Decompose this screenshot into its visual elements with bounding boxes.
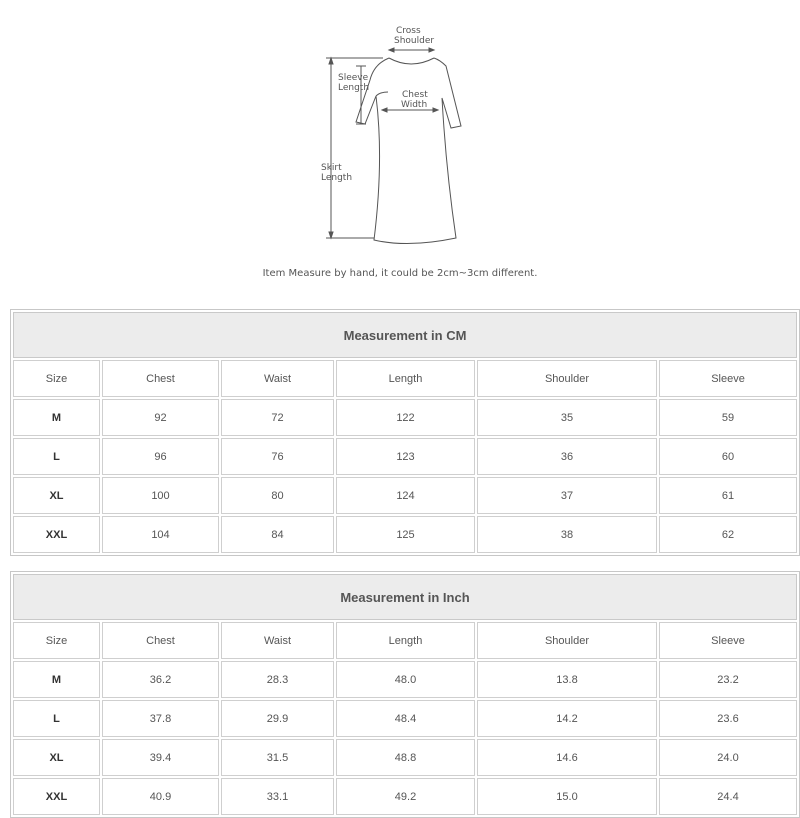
table-cell: 59 <box>659 399 797 436</box>
table-cell: 61 <box>659 477 797 514</box>
table-cell: 48.0 <box>336 661 475 698</box>
skirt-length-label-1: Skirt <box>321 163 342 173</box>
table-cell: 123 <box>336 438 475 475</box>
sleeve-length-label-1: Sleeve <box>338 73 369 83</box>
table-cell: 40.9 <box>102 778 219 815</box>
table-cell: 124 <box>336 477 475 514</box>
table-cell: 23.6 <box>659 700 797 737</box>
skirt-length-label-2: Length <box>321 173 353 183</box>
column-header: Length <box>336 360 475 397</box>
table-cell: 14.6 <box>477 739 657 776</box>
table-header-row <box>13 360 797 397</box>
table-cell: 125 <box>336 516 475 553</box>
table-cell: 37.8 <box>102 700 219 737</box>
table-cell: 13.8 <box>477 661 657 698</box>
size-cell: L <box>13 700 100 737</box>
table-row <box>13 399 797 436</box>
column-header: Shoulder <box>477 360 657 397</box>
measurement-table-inch <box>10 571 800 818</box>
table-row <box>13 661 797 698</box>
table-cell: 48.4 <box>336 700 475 737</box>
table-row <box>13 438 797 475</box>
measurement-table-cm <box>10 309 800 556</box>
size-cell: XL <box>13 477 100 514</box>
table-cell: 24.0 <box>659 739 797 776</box>
table-cell: 37 <box>477 477 657 514</box>
table-cell: 14.2 <box>477 700 657 737</box>
table-cell: 60 <box>659 438 797 475</box>
size-cell: M <box>13 661 100 698</box>
size-cell: XL <box>13 739 100 776</box>
table-cell: 23.2 <box>659 661 797 698</box>
table-cell: 28.3 <box>221 661 334 698</box>
column-header: Size <box>13 622 100 659</box>
table-cell: 84 <box>221 516 334 553</box>
table-cell: 62 <box>659 516 797 553</box>
dress-outline <box>356 58 461 244</box>
column-header: Waist <box>221 360 334 397</box>
table-cell: 122 <box>336 399 475 436</box>
size-cell: XXL <box>13 778 100 815</box>
table-row <box>13 739 797 776</box>
column-header: Sleeve <box>659 622 797 659</box>
table-cell: 96 <box>102 438 219 475</box>
table-cell: 76 <box>221 438 334 475</box>
table-cell: 72 <box>221 399 334 436</box>
table-cell: 29.9 <box>221 700 334 737</box>
table-cell: 36.2 <box>102 661 219 698</box>
size-cell: XXL <box>13 516 100 553</box>
column-header: Waist <box>221 622 334 659</box>
chest-width-label-2: Width <box>401 100 428 110</box>
table-cell: 38 <box>477 516 657 553</box>
table-cell: 80 <box>221 477 334 514</box>
table-cell: 39.4 <box>102 739 219 776</box>
cross-shoulder-label-1: Cross <box>396 26 421 36</box>
dress-measurement-diagram <box>0 0 800 300</box>
table-cell: 24.4 <box>659 778 797 815</box>
table-cell: 92 <box>102 399 219 436</box>
table-cell: 33.1 <box>221 778 334 815</box>
table-row <box>13 477 797 514</box>
table-row <box>13 516 797 553</box>
table-cell: 49.2 <box>336 778 475 815</box>
cross-shoulder-label-2: Shoulder <box>394 36 435 46</box>
table-cell: 48.8 <box>336 739 475 776</box>
cross-shoulder-arrow <box>389 48 434 52</box>
table-cell: 31.5 <box>221 739 334 776</box>
chest-width-label-1: Chest <box>402 90 428 100</box>
table-cell: 104 <box>102 516 219 553</box>
column-header: Size <box>13 360 100 397</box>
table-title: Measurement in Inch <box>13 574 797 620</box>
table-cell: 100 <box>102 477 219 514</box>
table-cell: 15.0 <box>477 778 657 815</box>
table-row <box>13 700 797 737</box>
column-header: Chest <box>102 622 219 659</box>
table-cell: 36 <box>477 438 657 475</box>
column-header: Length <box>336 622 475 659</box>
measure-note: Item Measure by hand, it could be 2cm~3cm different. <box>262 268 538 279</box>
table-cell: 35 <box>477 399 657 436</box>
size-cell: L <box>13 438 100 475</box>
column-header: Chest <box>102 360 219 397</box>
table-row <box>13 778 797 815</box>
column-header: Sleeve <box>659 360 797 397</box>
table-header-row <box>13 622 797 659</box>
column-header: Shoulder <box>477 622 657 659</box>
size-cell: M <box>13 399 100 436</box>
table-title: Measurement in CM <box>13 312 797 358</box>
sleeve-length-label-2: Length <box>338 83 370 93</box>
